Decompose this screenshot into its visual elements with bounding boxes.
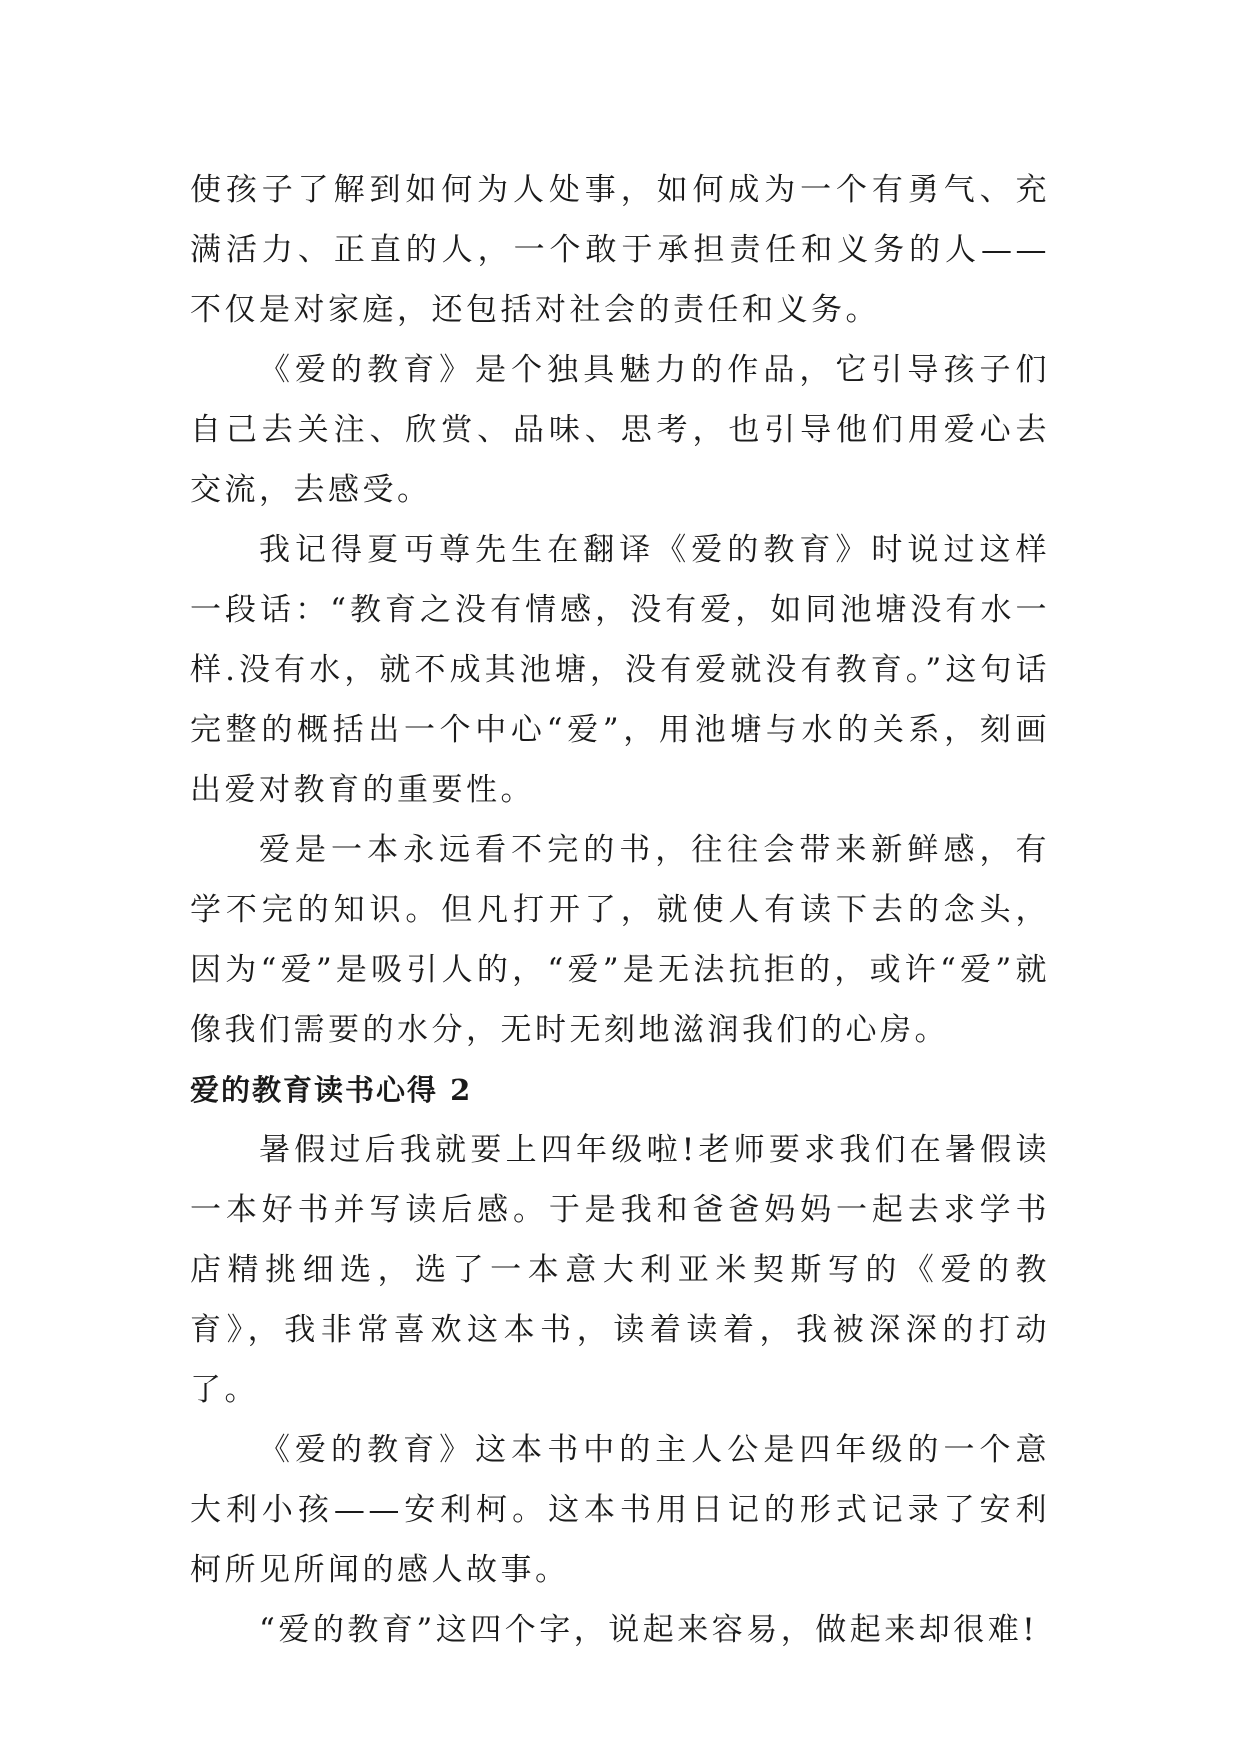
section-title: 爱的教育读书心得 2 [190, 1073, 473, 1107]
document-body [190, 160, 1050, 1660]
paragraph-1: 使孩子了解到如何为人处事，如何成为一个有勇气、充满活力、正直的人，一个敢于承担责任和义务的人——不仅是对家庭，还包括对社会的责任和义务。 [190, 172, 1050, 328]
section-paragraph-1: 暑假过后我就要上四年级啦!老师要求我们在暑假读一本好书并写读后感。于是我和爸爸妈妈一起去求学书店精挑细选，选了一本意大利亚米契斯写的《爱的教育》，我非常喜欢这本书，读着读着，我被深深的打动了。 [190, 1132, 1050, 1408]
section-paragraph-3: “爱的教育”这四个字，说起来容易，做起来却很难! [259, 1612, 1039, 1648]
paragraph-3: 我记得夏丏尊先生在翻译《爱的教育》时说过这样一段话：“教育之没有情感，没有爱，如同池塘没有水一样.没有水，就不成其池塘，没有爱就没有教育。”这句话完整的概括出一个中心“爱”，用池塘与水的关系，刻画出爱对教育的重要性。 [190, 532, 1050, 808]
paragraph-4: 爱是一本永远看不完的书，往往会带来新鲜感，有学不完的知识。但凡打开了，就使人有读下去的念头，因为“爱”是吸引人的，“爱”是无法抗拒的，或许“爱”就像我们需要的水分，无时无刻地滋润我们的心房。 [190, 832, 1050, 1048]
paragraph-2: 《爱的教育》是个独具魅力的作品，它引导孩子们自己去关注、欣赏、品味、思考，也引导他们用爱心去交流，去感受。 [190, 352, 1050, 508]
section-paragraph-2: 《爱的教育》这本书中的主人公是四年级的一个意大利小孩——安利柯。这本书用日记的形式记录了安利柯所见所闻的感人故事。 [190, 1432, 1050, 1588]
